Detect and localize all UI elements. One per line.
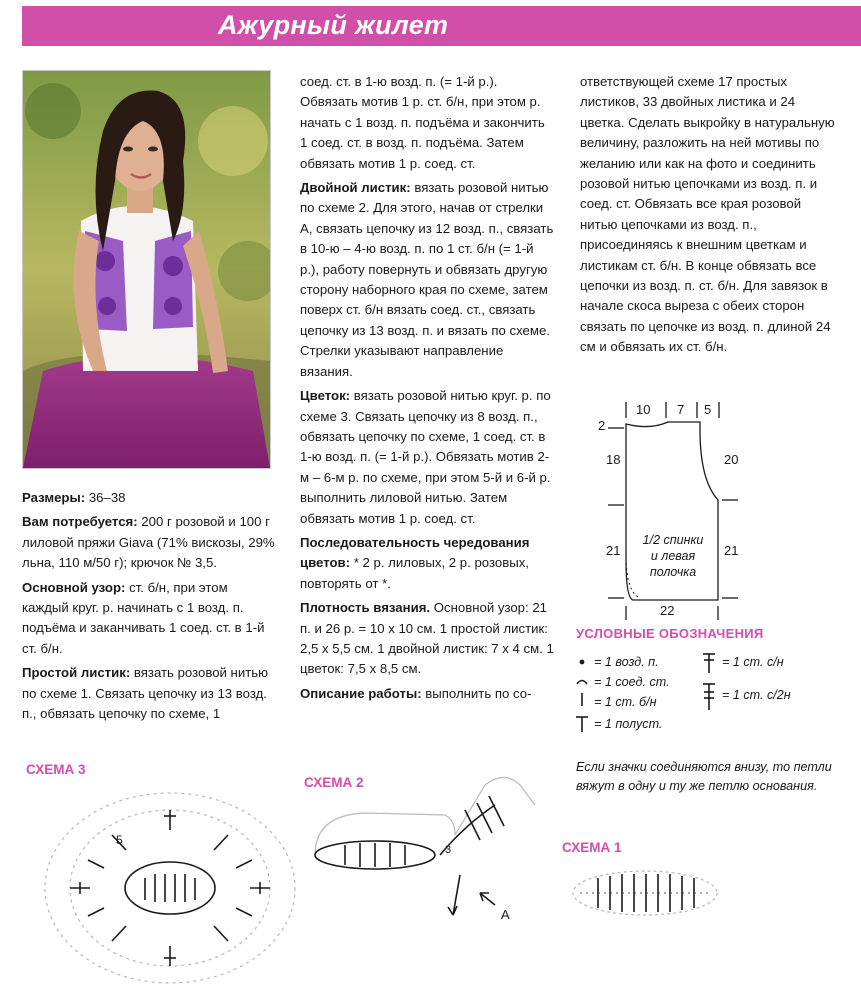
sequence-value: * 2 р. лиловых, 2 р. розовых, повторять от *. bbox=[300, 555, 529, 591]
dim-top-1: 10 bbox=[636, 402, 651, 417]
legend-dc: = 1 ст. с/н bbox=[722, 655, 784, 669]
slip-stitch-symbol-icon bbox=[577, 681, 587, 685]
legend-tr: = 1 ст. с/2н bbox=[722, 688, 791, 702]
scheme-1-label: СХЕМА 1 bbox=[562, 840, 622, 855]
legend-ch: = 1 возд. п. bbox=[594, 655, 659, 669]
work-value: выполнить по со- bbox=[421, 685, 532, 701]
pattern-label-line2: и левая bbox=[650, 549, 696, 563]
legend-sc: = 1 ст. б/н bbox=[594, 695, 657, 709]
legend-note: Если значки соединяются внизу, то петли вяжут в одну и ту же петлю основания. bbox=[576, 760, 832, 793]
scheme-3-label: СХЕМА 3 bbox=[26, 762, 86, 777]
dim-right-low: 21 bbox=[724, 543, 739, 558]
pattern-label-line3: полочка bbox=[649, 565, 697, 579]
main-pattern-value: ст. б/н, при этом каждый круг. р. начинать с 1 возд. п. подъёма и заканчивать 1 соед. ст. в 1-й ст. б/н. bbox=[22, 579, 265, 656]
dim-top-3: 5 bbox=[704, 402, 712, 417]
density-label: Плотность вязания. bbox=[300, 600, 431, 616]
sequence-label: Последовательность чередования цветов: bbox=[300, 534, 530, 571]
dim-bottom: 22 bbox=[660, 603, 675, 618]
work-label: Описание работы: bbox=[300, 685, 422, 701]
scheme-2-label: СХЕМА 2 bbox=[304, 775, 364, 790]
work-continuation: ответствующей схеме 17 простых листиков, 33 двойных листика и 24 цветка. Сделать выкройку в натуральную величину, разложить на ней мотивы по желанию или как на фото и соединить розовой нитью цепочками из возд. п. и соед. ст. Обвязать все края розовой нитью цепочками из возд. п., присоединяясь к внешним цветкам и листикам ст. б/н. В конце обвязать все цепочки из возд. п. ст. б/н. Для завязок в начале скоса выреза с обеих сторон связать по цепочке из возд. п. длиной 24 см и обвязать их ст. б/н. bbox=[580, 74, 835, 355]
flower-value: вязать розовой нитью круг. р. по схеме 3. Связать цепочку из 8 возд. п., обвязать цепочку по схеме, 1 соед. ст. в 1-ю возд. п. (= 1-й р.). Обвязать мотив 2-м – 6-м р. по схеме, при этом 5-й и 6-й р. выполнить лиловой нитью. Затем обвязать мотив 1 р. соед. ст. bbox=[300, 388, 551, 526]
scheme-3-diagram bbox=[30, 780, 310, 1000]
flower-label: Цветок: bbox=[300, 388, 351, 404]
chain-symbol-icon bbox=[580, 660, 583, 663]
scheme-3-marker: 5 bbox=[116, 833, 123, 847]
dim-left-low: 21 bbox=[606, 543, 621, 558]
simple-leaf-label: Простой листик: bbox=[22, 665, 131, 681]
scheme-1-diagram bbox=[560, 860, 730, 930]
materials-value: 200 г розовой и 100 г лиловой пряжи Giava (71% вискозы, 29% льна, 110 м/50 г); крючок № 3,5. bbox=[22, 514, 275, 571]
double-leaf-value: вязать розовой нитью по схеме 2. Для этого, начав от стрелки А, связать цепочку из 12 возд. п., связать в 10-ю – 4-ю возд. п. по 1 ст. б/н (= 1-й р.), работу повернуть и обвязать другую сторону наборного края по схеме, затем поверх ст. б/н вязать соед. ст., связать цепочку из 13 возд. п. и вязать по схеме. Стрелки указывают направление вязания. bbox=[300, 180, 554, 379]
dim-top-2: 7 bbox=[677, 402, 685, 417]
density-value: Основной узор: 21 п. и 26 р. = 10 х 10 см. 1 простой листик: 2,5 х 5,5 см. 1 двойной листик: 7 х 4 см. 1 цветок: 7,5 х 8,5 см. bbox=[300, 600, 554, 677]
page-title: Ажурный жилет bbox=[218, 10, 449, 40]
sizes-label: Размеры: bbox=[22, 490, 86, 505]
pattern-label-line1: 1/2 спинки bbox=[642, 533, 704, 547]
main-pattern-label: Основной узор: bbox=[22, 579, 126, 595]
materials-label: Вам потребуется: bbox=[22, 514, 138, 530]
legend-sl: = 1 соед. ст. bbox=[594, 675, 670, 689]
dim-left-mid: 18 bbox=[606, 452, 621, 467]
simple-leaf-value: вязать розовой нитью по схеме 1. Связать цепочку из 13 возд. п., обвязать цепочку по схеме, 1 bbox=[22, 665, 269, 722]
dim-left-top: 2 bbox=[598, 418, 606, 433]
leaf-continuation: соед. ст. в 1-ю возд. п. (= 1-й р.). Обвязать мотив 1 р. ст. б/н, при этом р. начать с 1 возд. п. подъёма и закончить 1 соед. ст. в возд. п. подъёма. Затем обвязать мотив 1 р. соед. ст. bbox=[300, 74, 545, 171]
legend-hdc: = 1 полуст. bbox=[594, 717, 663, 731]
dim-right-mid: 20 bbox=[724, 452, 739, 467]
sizes-value: 36–38 bbox=[85, 490, 126, 505]
double-leaf-label: Двойной листик: bbox=[300, 180, 411, 196]
scheme-2-arrow-label: A bbox=[501, 907, 510, 922]
scheme-2-marker: 3 bbox=[445, 844, 452, 856]
scheme-2-diagram bbox=[305, 765, 545, 935]
legend-title: УСЛОВНЫЕ ОБОЗНАЧЕНИЯ bbox=[576, 626, 764, 641]
